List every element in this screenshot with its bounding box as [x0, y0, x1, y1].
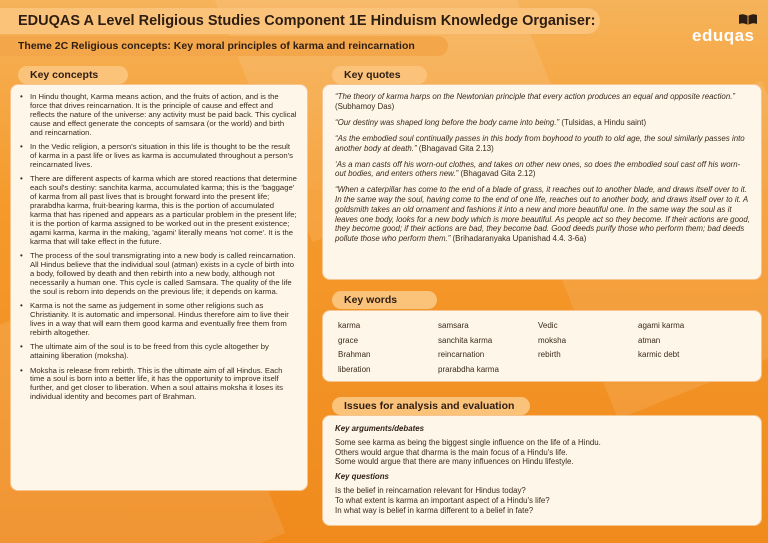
key-arguments-list	[335, 438, 751, 467]
key-word: sanchita karma	[438, 335, 493, 345]
key-questions-heading: Key questions	[335, 472, 389, 482]
key-word: samsara	[438, 321, 469, 330]
quote-source: (Brihadaranyaka Upanishad 4.4. 3-6a)	[450, 234, 587, 243]
open-book-icon	[738, 12, 758, 26]
key-word: reincarnation	[438, 350, 485, 359]
page-title: EDUQAS A Level Religious Studies Component 1E Hinduism Knowledge Organiser:	[0, 8, 600, 34]
key-concept-item: • The ultimate aim of the soul is to be freed from this cycle altogether by attaining liberation (moksha).	[19, 343, 297, 361]
key-word: karma	[338, 321, 361, 330]
issues-heading: Issues for analysis and evaluation	[332, 397, 530, 415]
quote-source: (Bhagavad Gita 2.13)	[416, 143, 494, 153]
key-arguments-heading: Key arguments/debates	[335, 424, 425, 433]
issues-panel	[322, 415, 762, 526]
key-quotes-heading: Key quotes	[332, 66, 427, 84]
key-concepts-list	[19, 93, 297, 402]
quote-source: (Tulsidas, a Hindu saint)	[559, 117, 647, 127]
page-subtitle: Theme 2C Religious concepts: Key moral principles of karma and reincarnation	[0, 36, 448, 56]
key-question: Is the belief in reincarnation relevant for Hindus today?	[335, 486, 526, 496]
key-word: karmic debt	[638, 350, 680, 359]
quote-source: (Bhagavad Gita 2.12)	[458, 169, 536, 179]
key-argument: Others would argue that dharma is the main focus of a Hindu's life.	[335, 447, 568, 457]
key-quote	[335, 185, 751, 243]
key-word: moksha	[538, 335, 567, 345]
logo-text: eduqas	[692, 26, 755, 45]
quote-source: (Subhamoy Das)	[335, 101, 395, 111]
key-argument: Some see karma as being the biggest single influence on the life of a Hindu.	[335, 438, 601, 447]
key-concept-item: • There are different aspects of karma which are stored reactions that determine each soul's destiny: sanchita karma, accumulated karma; this is the 'baggage' of karma from all past lives that is brought forward into the present life; prarabdha karma, fruit-bearing karma, this is the portion of accumulated karma that has ripened and appears as a particular problem in the present life; it is the portion of karma assigned to be worked out in the present existence; agami karma, karma in the making, 'agami' literally means 'not come'. It is the karma that will take effect in the future.	[19, 175, 297, 247]
key-words-panel	[322, 310, 762, 382]
key-questions-list	[335, 486, 751, 515]
quote-text: “As the embodied soul continually passes in this body from boyhood to youth to old age, the soul similarly passes into another body at death.”	[335, 133, 745, 153]
key-word: prarabdha karma	[438, 364, 499, 374]
key-word: grace	[338, 335, 359, 345]
key-concept-item: • The process of the soul transmigrating into a new body is called reincarnation. All Hindus believe that the individual soul (atman) exists in a cycle of birth into a body, followed by death and then rebirth into a new body, although not necessarily a human one. This cycle is called Samsara. The quality of the life the soul is reborn into depends on the previous life; it depends on karma.	[19, 252, 297, 297]
quote-text: “Our destiny was shaped long before the body came into being.”	[335, 117, 560, 127]
key-word: atman	[638, 335, 661, 345]
key-question: In what way is belief in karma different to a belief in fate?	[335, 505, 534, 515]
key-word: Vedic	[538, 321, 558, 330]
key-concept-item: • Moksha is release from rebirth. This is the ultimate aim of all Hindus. Each time a soul is born into a better life, it has the opportunity to improve itself further, and get closer to liberation. When a soul attains moksha it loses its individual identity and becomes part of Brahman.	[19, 367, 297, 403]
quote-text: “The theory of karma harps on the Newtonian principle that every action produces an equal and opposite reaction.”	[335, 92, 736, 101]
key-question: To what extent is karma an important aspect of a Hindu's life?	[335, 495, 550, 505]
key-word: agami karma	[638, 321, 685, 330]
key-word: liberation	[338, 364, 371, 374]
key-concept-item: • Karma is not the same as judgement in some other religions such as Christianity. It is automatic and impersonal. Hindus therefore aim to live their lives in a way that will earn them good karma and eventually free them from rebirth altogether.	[19, 302, 297, 338]
key-argument: Some would argue that there are many influences on Hindu lifestyle.	[335, 457, 574, 467]
key-quotes-panel	[322, 84, 762, 280]
key-concept-item: • In Hindu thought, Karma means action, and the fruits of action, and is the force that drives reincarnation. It is the principle of cause and effect and reflects the nature of the universe: any activity must be paid back. This cyclical cause and effect generate the concepts of samsara (or the world) and birth and reincarnation.	[19, 93, 297, 138]
quote-text: ‘As a man casts off his worn-out clothes, and takes on other new ones, so does the embodied soul cast off his worn-out bodies, and enters others new.”	[335, 159, 741, 179]
key-words-heading: Key words	[332, 291, 437, 309]
eduqas-logo	[692, 12, 762, 52]
key-word: rebirth	[538, 350, 561, 359]
key-quote	[335, 118, 751, 128]
key-concepts-heading: Key concepts	[18, 66, 128, 84]
quote-text: “When a caterpillar has come to the end of a blade of grass, it reaches out to another blade, and draws itself over to it. In the same way the soul, having come to the end of one life, reaches out to another body, and draws itself over to it. A goldsmith takes an old ornament and fashions it into a new and more beautiful one. In the same way the soul as it leaves one body, looks for a new body which is more beautiful. As people act so they become. If their actions are good, they become good; if their actions are bad, they become bad. Good deeds purify those who perform them; bad deeds pollute those who perform them.”	[335, 185, 750, 243]
key-quote	[335, 160, 751, 179]
key-quote	[335, 134, 751, 153]
key-quote	[335, 92, 751, 111]
key-concepts-panel	[10, 84, 308, 491]
key-word: Brahman	[338, 350, 371, 359]
key-concept-item: • In the Vedic religion, a person's situation in this life is thought to be the result of karma in a past life or lives as karma is accumulated throughout a person's reincarnated lives.	[19, 143, 297, 170]
